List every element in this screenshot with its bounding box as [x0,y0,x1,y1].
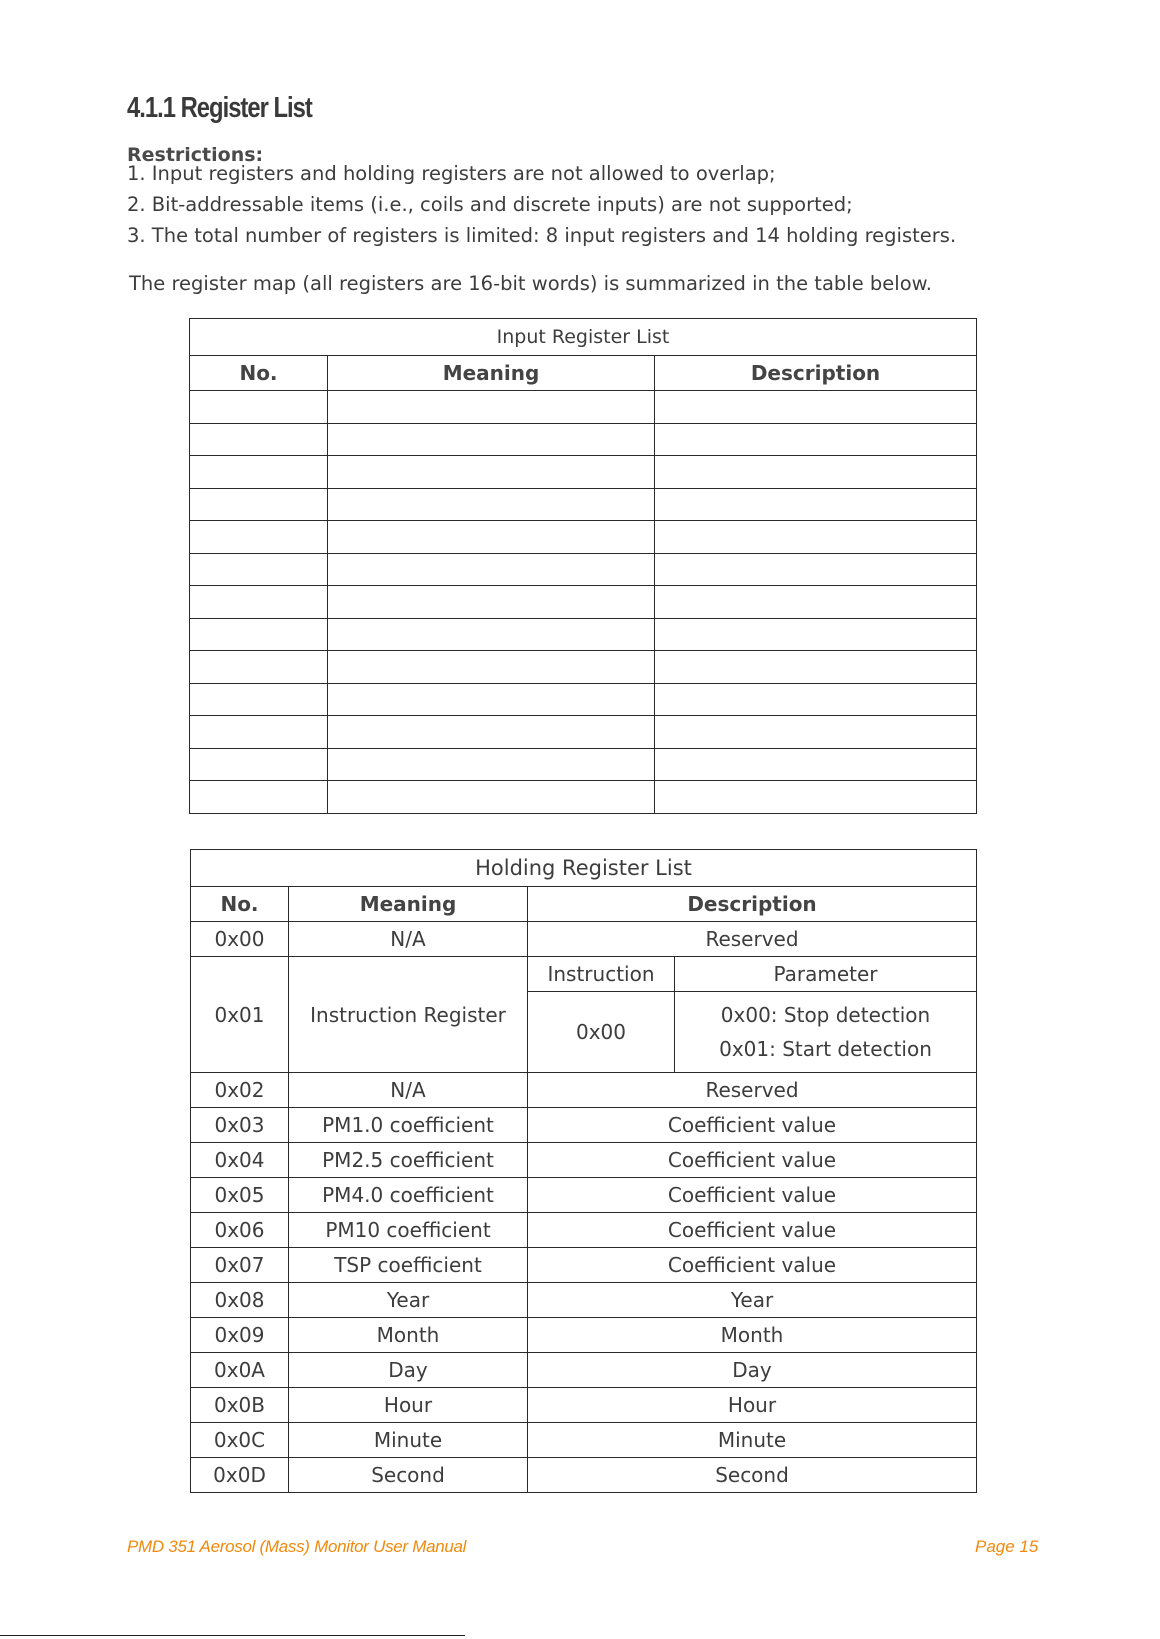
register-meaning: N/A [289,1073,528,1108]
empty-cell [328,423,655,456]
empty-cell [190,716,328,749]
empty-cell [655,423,977,456]
empty-cell [190,651,328,684]
table-row [190,781,977,814]
table-row [191,1248,977,1283]
column-header-no: No. [190,356,328,391]
empty-cell [190,683,328,716]
register-meaning: PM10 coefficient [289,1213,528,1248]
table-row [191,1318,977,1353]
table-row [191,1178,977,1213]
table-row [191,1143,977,1178]
table-row [190,456,977,489]
register-no: 0x0D [191,1458,289,1493]
table-row [191,1388,977,1423]
input-table-title: Input Register List [190,319,977,356]
register-description: Reserved [528,1073,977,1108]
register-description: Month [528,1318,977,1353]
register-meaning: PM2.5 coefficient [289,1143,528,1178]
register-description: Reserved [528,922,977,957]
empty-cell [328,781,655,814]
register-no: 0x05 [191,1178,289,1213]
register-no: 0x00 [191,922,289,957]
parameter-subheader: Parameter [675,957,977,992]
register-meaning: Instruction Register [289,957,528,1073]
empty-cell [655,488,977,521]
empty-cell [190,586,328,619]
table-row [191,1423,977,1458]
empty-cell [328,553,655,586]
empty-cell [328,683,655,716]
register-meaning: PM4.0 coefficient [289,1178,528,1213]
table-row [190,521,977,554]
column-header-no: No. [191,887,289,922]
empty-cell [190,618,328,651]
register-no: 0x03 [191,1108,289,1143]
register-no: 0x0B [191,1388,289,1423]
parameter-value: 0x01: Start detection [719,1037,932,1061]
empty-cell [190,553,328,586]
empty-cell [328,586,655,619]
empty-cell [655,553,977,586]
register-no: 0x06 [191,1213,289,1248]
empty-cell [655,716,977,749]
table-row [190,586,977,619]
empty-cell [190,391,328,424]
empty-cell [190,488,328,521]
register-no: 0x08 [191,1283,289,1318]
empty-cell [328,488,655,521]
table-row [190,651,977,684]
empty-cell [655,618,977,651]
table-row [190,618,977,651]
empty-cell [655,456,977,489]
footnote-divider [0,1635,465,1636]
register-description: Year [528,1283,977,1318]
table-row [191,1458,977,1493]
register-description: Coefficient value [528,1108,977,1143]
instruction-value: 0x00 [528,992,675,1073]
empty-cell [190,781,328,814]
restriction-item: 3. The total number of registers is limited: 8 input registers and 14 holding registers. [127,224,957,247]
empty-cell [190,748,328,781]
register-meaning: N/A [289,922,528,957]
empty-cell [655,781,977,814]
register-no: 0x0C [191,1423,289,1458]
empty-cell [655,391,977,424]
register-no: 0x0A [191,1353,289,1388]
empty-cell [328,391,655,424]
empty-cell [655,683,977,716]
table-row [191,922,977,957]
register-meaning: Minute [289,1423,528,1458]
empty-cell [190,521,328,554]
parameter-values [675,992,977,1073]
table-row [191,1108,977,1143]
column-header-description: Description [655,356,977,391]
instruction-subheader: Instruction [528,957,675,992]
section-heading: 4.1.1 Register List [127,92,312,124]
register-meaning: Month [289,1318,528,1353]
empty-cell [190,423,328,456]
register-description: Coefficient value [528,1178,977,1213]
register-description: Coefficient value [528,1248,977,1283]
empty-cell [328,748,655,781]
register-no: 0x04 [191,1143,289,1178]
register-meaning: Hour [289,1388,528,1423]
register-description: Second [528,1458,977,1493]
table-row [190,488,977,521]
table-row [191,957,977,992]
footer-manual-title: PMD 351 Aerosol (Mass) Monitor User Manual [127,1537,467,1556]
holding-table-title: Holding Register List [191,850,977,887]
empty-cell [655,651,977,684]
register-description: Coefficient value [528,1213,977,1248]
empty-cell [328,521,655,554]
register-description: Coefficient value [528,1143,977,1178]
holding-register-table [190,849,977,1493]
empty-cell [190,456,328,489]
empty-cell [328,618,655,651]
table-row [190,391,977,424]
register-map-summary: The register map (all registers are 16-bit words) is summarized in the table below. [129,272,932,295]
register-no: 0x01 [191,957,289,1073]
empty-cell [328,651,655,684]
input-register-table [189,318,977,814]
restriction-item: 2. Bit-addressable items (i.e., coils and discrete inputs) are not supported; [127,193,853,216]
register-meaning: Year [289,1283,528,1318]
footer-page-number: Page 15 [975,1537,1039,1556]
register-meaning: PM1.0 coefficient [289,1108,528,1143]
table-row [190,683,977,716]
parameter-value: 0x00: Stop detection [720,1003,931,1027]
table-row [191,1353,977,1388]
table-row [191,1073,977,1108]
empty-cell [328,716,655,749]
table-row [190,716,977,749]
register-meaning: TSP coefficient [289,1248,528,1283]
table-row [190,423,977,456]
register-description: Hour [528,1388,977,1423]
column-header-meaning: Meaning [328,356,655,391]
register-description: Minute [528,1423,977,1458]
column-header-meaning: Meaning [289,887,528,922]
column-header-description: Description [528,887,977,922]
empty-cell [328,456,655,489]
empty-cell [655,748,977,781]
register-description: Day [528,1353,977,1388]
register-no: 0x07 [191,1248,289,1283]
restrictions-label: Restrictions: [127,144,264,166]
table-row [191,1213,977,1248]
restriction-item: 1. Input registers and holding registers are not allowed to overlap; [127,162,776,185]
empty-cell [655,521,977,554]
table-row [191,1283,977,1318]
table-row [190,748,977,781]
empty-cell [655,586,977,619]
register-meaning: Second [289,1458,528,1493]
register-meaning: Day [289,1353,528,1388]
register-no: 0x02 [191,1073,289,1108]
register-no: 0x09 [191,1318,289,1353]
table-row [190,553,977,586]
